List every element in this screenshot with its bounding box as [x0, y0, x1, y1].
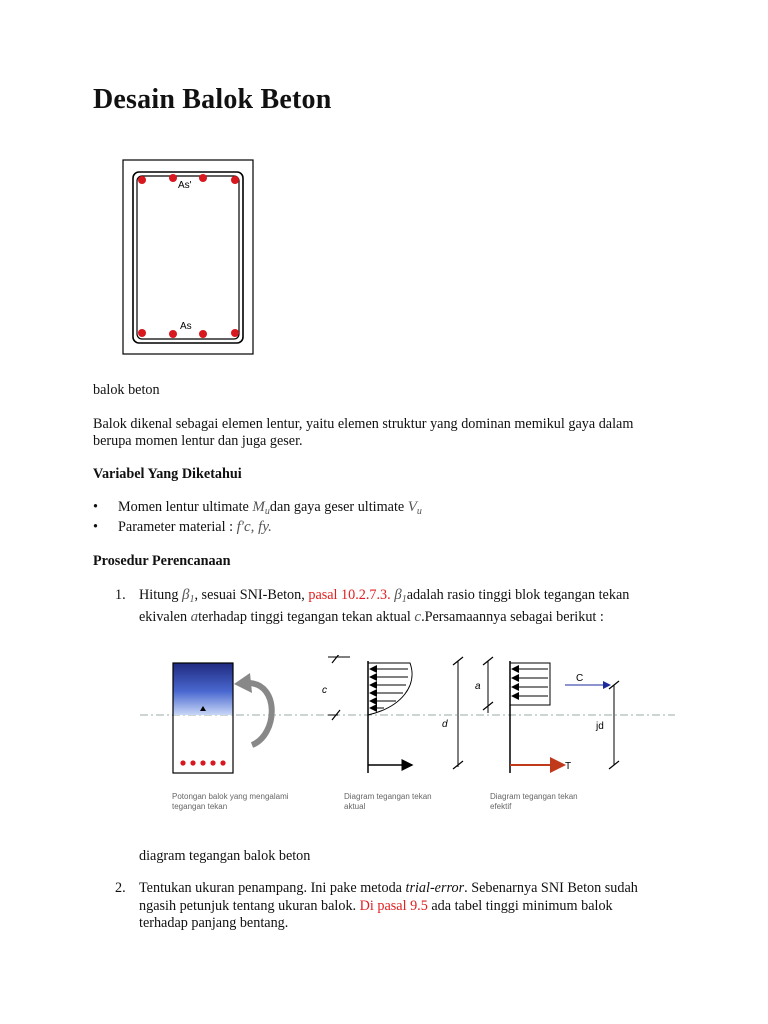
page-title: Desain Balok Beton [93, 84, 332, 115]
stress-diagram-figure [140, 655, 675, 785]
label-d: d [442, 719, 448, 730]
pasal-9-5-link[interactable]: Di pasal 9.5 [359, 897, 428, 914]
figure1-caption: balok beton [93, 382, 160, 398]
fig2-caption-1: Potongan balok yang mengalami tegangan tekan [172, 792, 289, 811]
list-item: • Parameter material : f′c, fy. [93, 519, 272, 535]
known-list [93, 497, 422, 537]
list-item: • Momen lentur ultimate $M_udan$ gaya geser ultimate $V_u$ [93, 499, 422, 517]
known-heading: Variabel Yang Diketahui [93, 466, 242, 482]
intro-paragraph: Balok dikenal sebagai elemen lentur, yaitu elemen struktur yang dominan memikul gaya dalam berupa momen lentur dan juga geser. [93, 416, 634, 449]
fig2-caption-3: Diagram tegangan tekan efektif [490, 792, 578, 811]
beam-section-figure [122, 159, 254, 355]
figure2-caption: diagram tegangan balok beton [139, 848, 311, 864]
moment-arrow-icon [234, 673, 272, 745]
label-a: a [475, 681, 481, 692]
label-c: c [322, 685, 327, 696]
label-T: T [565, 761, 572, 772]
label-C: C [576, 673, 584, 684]
label-as-bottom: As [180, 321, 192, 332]
beam-section-compression [173, 663, 233, 773]
pasal-10-link[interactable]: pasal 10.2.7.3. [308, 587, 391, 603]
fig2-caption-2: Diagram tegangan tekan aktual [344, 792, 432, 811]
procedure-heading: Prosedur Perencanaan [93, 553, 231, 569]
label-as-top: As' [178, 180, 192, 191]
label-jd: jd [596, 721, 604, 732]
step-2: 2. Tentukan ukuran penampang. Ini pake metoda trial-error. Sebenarnya SNI Beton sudah ngasih petunjuk tentang ukuran balok. Di pasal 9.5 ada tabel tinggi minimum balok terhadap panjang bentang. [115, 880, 638, 931]
actual-stress-diagram [322, 655, 412, 773]
step-1: 1. Hitung $\beta_1$, sesuai SNI-Beton, pasal 10.2.7.3. $\beta_1adalah$ rasio tinggi blok tegangan tekan ekivalen aterhadap tinggi tegangan tekan aktual c.Persamaannya sebagai berikut : [115, 587, 630, 625]
